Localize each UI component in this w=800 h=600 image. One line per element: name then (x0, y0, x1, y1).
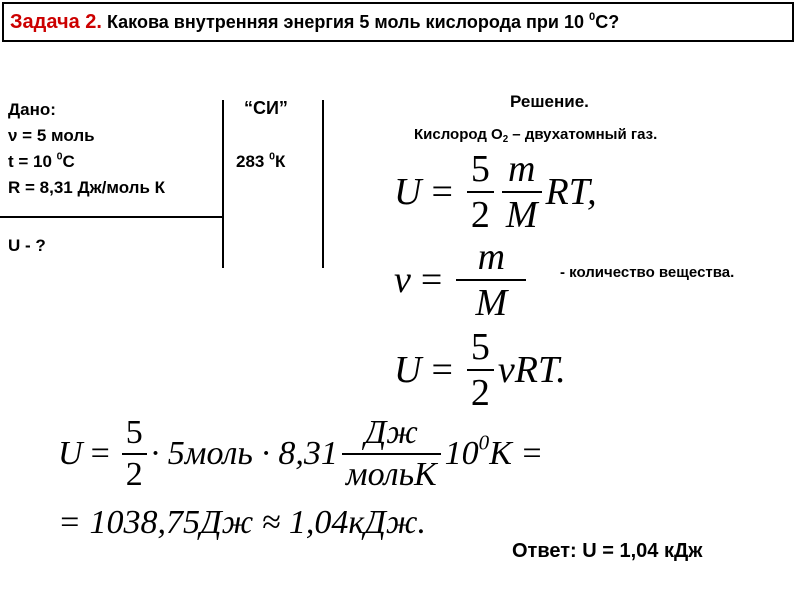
answer-text: Ответ: U = 1,04 кДж (512, 540, 703, 562)
oxygen-note: Кислород $О_2$ – двухатомный газ. (414, 126, 658, 145)
calc-fraction-units: $\frac{Дж}{\text{мольК}}$ (342, 416, 441, 492)
given-gas-constant: R = 8,31 Дж/моль К (8, 178, 166, 197)
energy-formula: U = $\frac{5}{2}$ $\frac{m}{M}$ RT, (394, 148, 597, 236)
given-temperature: t = 10 $^0$С (8, 150, 75, 171)
problem-question: Какова внутренняя энергия 5 моль кислорода при 10 $^0$С? (106, 11, 620, 32)
given-underline (0, 216, 224, 218)
given-unknown: U - ? (8, 236, 46, 255)
amount-formula: ν = $\frac{m}{M}$ (394, 238, 530, 322)
si-divider-line (322, 100, 324, 268)
problem-label: Задача 2. (10, 11, 102, 33)
calc-fraction-five-halves: $\frac{5}{2}$ (122, 416, 147, 492)
amount-label: - количество вещества. (560, 264, 735, 281)
given-heading: Дано: (8, 100, 56, 119)
fraction-five-halves: $\frac{5}{2}$ (467, 150, 494, 234)
si-heading: “СИ” (244, 98, 288, 118)
given-divider-line (222, 100, 224, 268)
fraction-m-over-M-2: $\frac{m}{M}$ (456, 238, 526, 322)
solution-heading: Решение. (510, 92, 589, 111)
fraction-five-halves-2: $\frac{5}{2}$ (467, 328, 494, 412)
si-temperature: 283 $^0$К (236, 150, 286, 171)
given-nu: ν = 5 моль (8, 126, 95, 145)
energy-nu-formula: U = $\frac{5}{2}$ νRT. (394, 326, 566, 414)
calculation-line-1: U = $\frac{5}{2}$ · 5моль · 8,31 $\frac{Дж}{\text{мольК}}$ $10^0К$ = (58, 414, 544, 493)
calculation-line-2: = 1038,75Дж ≈ 1,04кДж. (58, 504, 427, 541)
fraction-m-over-M: $\frac{m}{M}$ (502, 150, 542, 234)
problem-title-box (2, 2, 794, 42)
